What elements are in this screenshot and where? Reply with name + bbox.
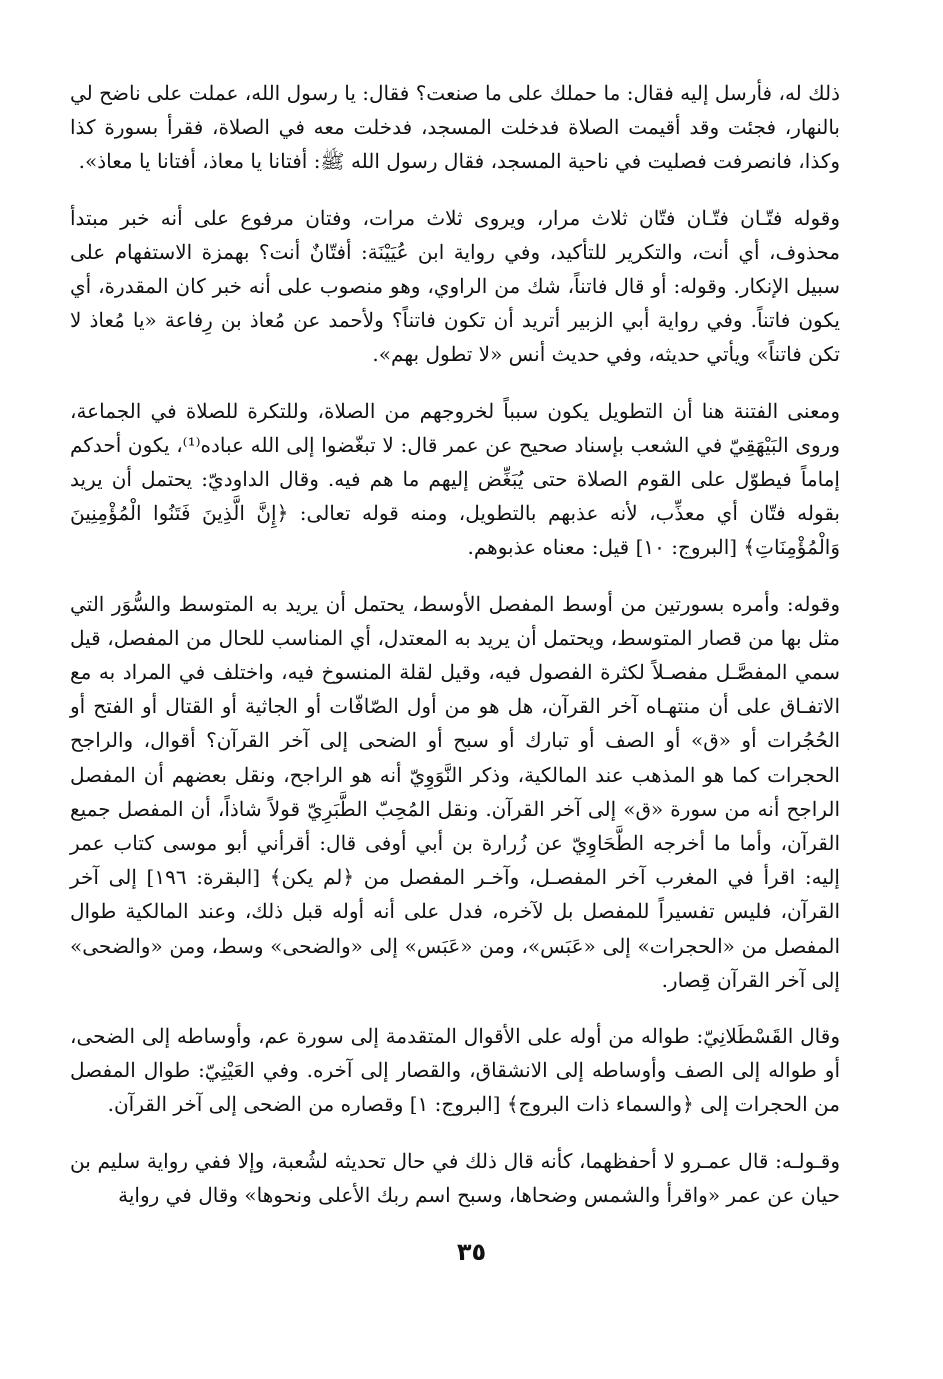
paragraph-3: ومعنى الفتنة هنا أن التطويل يكون سبباً لخروجهم من الصلاة، وللتكرة للصلاة في الجماعة، وروى البَيْهَقِيّ في الشعب بإسناد صحيح عن عمر قال: لا تبغّضوا إلى الله عباده⁽¹⁾، يكون أحدكم إماماً فيطوّل على القوم الصلاة حتى يُبَغِّض إليهم ما هم فيه. وقال الداوديّ: يحتمل أن يريد بقوله فتّان أي معذِّب، لأنه عذبهم بالتطويل، ومنه قوله تعالى: ﴿إِنَّ الَّذِينَ فَتَنُوا الْمُؤْمِنِينَ وَالْمُؤْمِنَاتِ﴾ [البروج: ١٠] قيل: معناه عذبوهم. (70, 398, 841, 560)
book-page (70, 76, 840, 1222)
paragraph-2: وقوله فتّـان فتّـان فتّان ثلاث مرار، ويروى ثلاث مرات، وفتان مرفوع على أنه خبر مبتدأ محذوف، أي أنت، والتكرير للتأكيد، وفي رواية ابن عُيَيْنَة: أفتّانٌ أنت؟ بهمزة الاستفهام على سبيل الإنكار. وقوله: أو قال فاتناً، شك من الراوي، وهو منصوب على أنه خبر كان المقدرة، أي يكون فاتناً. وفي رواية أبي الزبير أتريد أن تكون فاتناً؟ ولأحمد عن مُعاذ بن رِفاعة «يا مُعاذ لا تكن فاتناً» ويأتي حديثه، وفي حديث أنس «لا تطول بهم». (70, 205, 840, 367)
paragraph-1: ذلك له، فأرسل إليه فقال: ما حملك على ما صنعت؟ فقال: يا رسول الله، عملت على ناضح لي بالنهار، فجئت وقد أقيمت الصلاة فدخلت المسجد، فدخلت معه في الصلاة، فقرأ بسورة كذا وكذا، فانصرفت فصليت في ناحية المسجد، فقال رسول الله ﷺ: أفتانا يا معاذ، أفتانا يا معاذ». (70, 81, 840, 174)
paragraph-6: وقـولـه: قال عمـرو لا أحفظهما، كأنه قال ذلك في حال تحديثه لشُعبة، وإلا ففي رواية سليم بن حيان عن عمر «واقرأ والشمس وضحاها، وسبح اسم ربك الأعلى ونحوها» وقال في رواية (70, 1148, 840, 1207)
paragraph-4: وقوله: وأمره بسورتين من أوسط المفصل الأوسط، يحتمل أن يريد به المتوسط والسُّوَر التي مثل بها من قصار المتوسط، ويحتمل أن يريد به المعتدل، أي المناسب للحال من المفصل، قيل سمي المفصَّـل مفصـلاً لكثرة الفصول فيه، وقيل لقلة المنسوخ فيه، واختلف في المراد به مع الاتفـاق على أن منتهـاه آخر القرآن، هل هو من أول الصّافّات أو الجاثية أو القتال أو الفتح أو الحُجُرات أو «ق» أو الصف أو تبارك أو سبح أو الضحى إلى آخر القرآن؟ أقوال، والراجح الحجرات كما هو المذهب عند المالكية، وذكر النَّوَوِيّ أنه هو الراجح، ونقل بعضهم أن المفصل الراجح أنه من سورة «ق» إلى آخر القرآن. ونقل المُحِبّ الطَّبَرِيّ قولاً شاذاً، أن المفصل جميع القرآن، وأما ما أخرجه الطَّحَاوِيّ عن زُرارة بن أبي أوفى قال: أقرأني أبو موسى كتاب عمر إليه: اقرأ في المغرب آخر المفصـل، وآخـر المفصل من ﴿لم يكن﴾ [البقرة: ١٩٦] إلى آخر القرآن، فليس تفسيراً للمفصل بل لآخره، فدل على أنه أوله قبل ذلك، وعند المالكية طوال المفصل من «الحجرات» إلى «عَبَس»، ومن «عَبَس» إلى «والضحى» وسط، ومن «والضحى» إلى آخر القرآن قِصار. (70, 591, 840, 992)
paragraph-5: وقال القَسْطَلانِيّ: طواله من أوله على الأقوال المتقدمة إلى سورة عم، وأوساطه إلى الضحى، أو طواله إلى الصف وأوساطه إلى الانشقاق، والقصار إلى آخره. وفي العَيْنِيّ: طوال المفصل من الحجرات إلى ﴿والسماء ذات البروج﴾ [البروج: ١] وقصاره من الضحى إلى آخر القرآن. (70, 1024, 840, 1117)
page-number: ٣٥ (456, 1238, 487, 1266)
